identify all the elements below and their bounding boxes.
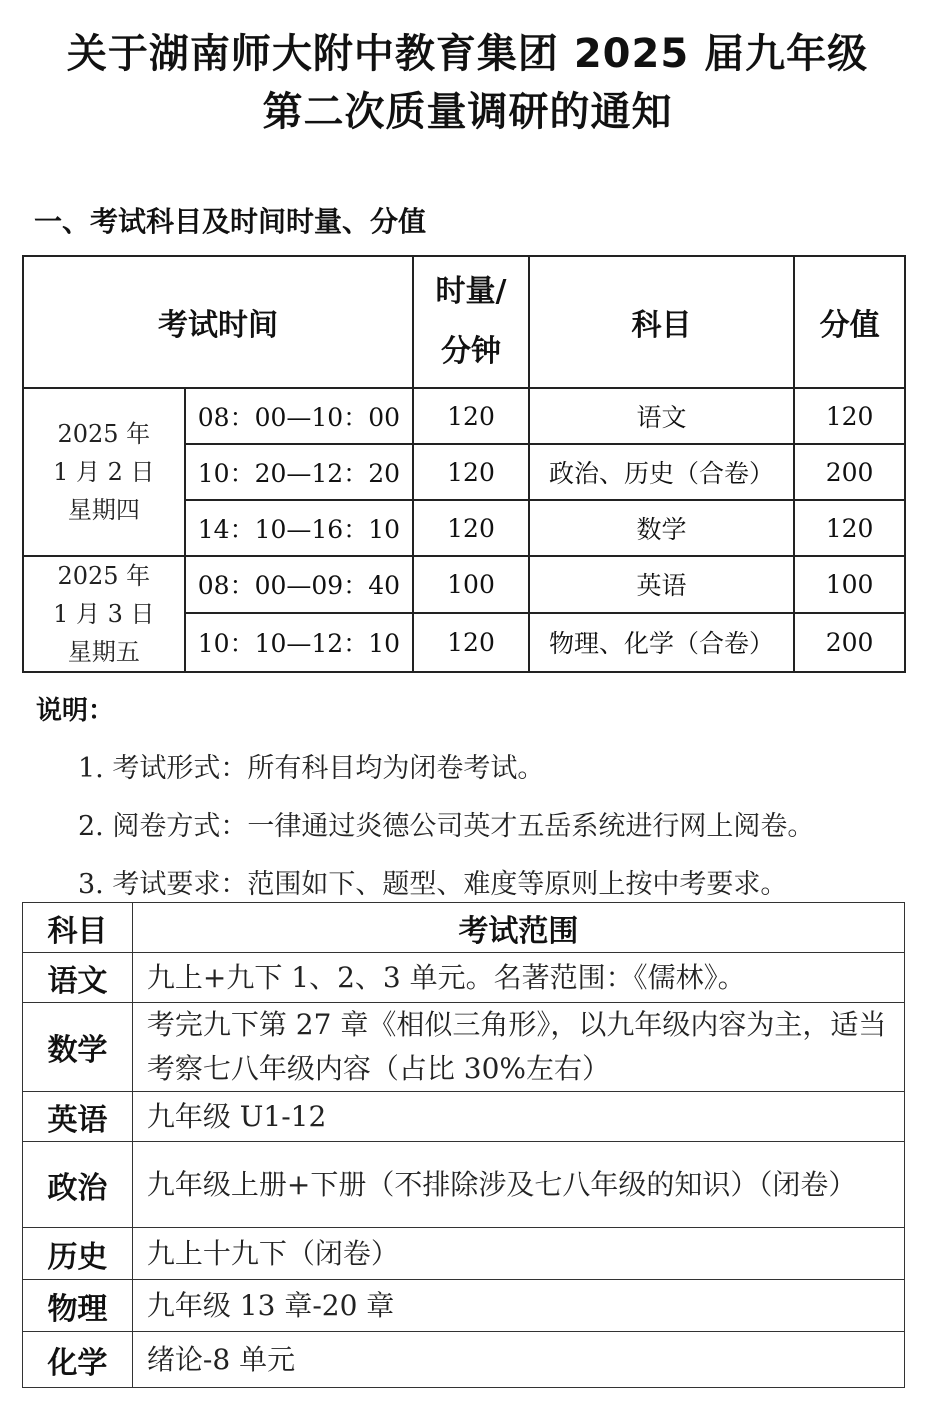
duration-cell: 100 <box>413 556 529 613</box>
subject-cell: 语文 <box>529 388 794 444</box>
subject-cell: 语文 <box>23 953 133 1003</box>
notes-heading: 说明： <box>36 696 115 726</box>
range-cell: 九上十九下（闭卷） <box>132 1228 904 1280</box>
header-range: 考试范围 <box>132 903 904 953</box>
header-exam-time: 考试时间 <box>23 256 413 388</box>
subject-cell: 物理、化学（合卷） <box>529 613 794 672</box>
time-cell: 14：10—16：10 <box>185 500 413 556</box>
range-cell: 九上+九下 1、2、3 单元。名著范围：《儒林》。 <box>132 953 904 1003</box>
subject-cell: 物理 <box>23 1280 133 1332</box>
table-row <box>23 1280 905 1332</box>
score-cell: 100 <box>794 556 905 613</box>
exam-scope-table <box>22 902 905 1388</box>
score-cell: 120 <box>794 388 905 444</box>
date-day: 1 月 2 日 <box>53 458 155 486</box>
range-cell: 绪论-8 单元 <box>132 1332 904 1388</box>
time-cell: 10：20—12：20 <box>185 444 413 500</box>
table-row <box>23 1092 905 1142</box>
table-row <box>23 953 905 1003</box>
date-year: 2025 年 <box>57 420 151 448</box>
subject-cell: 数学 <box>23 1003 133 1092</box>
subject-cell: 历史 <box>23 1228 133 1280</box>
table-row <box>23 1332 905 1388</box>
subject-cell: 英语 <box>529 556 794 613</box>
duration-cell: 120 <box>413 388 529 444</box>
note-item: 1. 考试形式：所有科目均为闭卷考试。 <box>78 753 545 784</box>
header-score: 分值 <box>794 256 905 388</box>
document-title-line2: 第二次质量调研的通知 <box>262 89 673 135</box>
time-cell: 08：00—09：40 <box>185 556 413 613</box>
date-weekday: 星期五 <box>67 638 140 666</box>
table-header-row <box>23 256 905 388</box>
date-day: 1 月 3 日 <box>53 600 155 628</box>
table-row <box>23 1003 905 1092</box>
date-weekday: 星期四 <box>67 496 140 524</box>
score-cell: 200 <box>794 444 905 500</box>
subject-cell: 政治 <box>23 1142 133 1228</box>
subject-cell: 英语 <box>23 1092 133 1142</box>
header-subject: 科目 <box>23 903 133 953</box>
duration-cell: 120 <box>413 444 529 500</box>
time-cell: 10：10—12：10 <box>185 613 413 672</box>
subject-cell: 政治、历史（合卷） <box>529 444 794 500</box>
subject-cell: 数学 <box>529 500 794 556</box>
header-duration <box>413 256 529 388</box>
note-item: 3. 考试要求：范围如下、题型、难度等原则上按中考要求。 <box>78 869 788 900</box>
table-row <box>23 1142 905 1228</box>
table-row <box>23 1228 905 1280</box>
exam-date-cell <box>23 388 185 556</box>
subject-cell: 化学 <box>23 1332 133 1388</box>
date-year: 2025 年 <box>57 562 151 590</box>
range-cell: 考完九下第 27 章《相似三角形》，以九年级内容为主，适当考察七八年级内容（占比 30%左右） <box>132 1003 904 1092</box>
header-duration-line1: 时量/ <box>435 274 507 309</box>
duration-cell: 120 <box>413 500 529 556</box>
time-cell: 08：00—10：00 <box>185 388 413 444</box>
document-title-line1: 关于湖南师大附中教育集团 2025 届九年级 <box>66 31 869 77</box>
score-cell: 200 <box>794 613 905 672</box>
range-cell: 九年级 13 章-20 章 <box>132 1280 904 1332</box>
range-cell: 九年级 U1-12 <box>132 1092 904 1142</box>
duration-cell: 120 <box>413 613 529 672</box>
table-row <box>23 388 905 444</box>
header-subject: 科目 <box>529 256 794 388</box>
header-duration-line2: 分钟 <box>441 334 501 369</box>
note-item: 2. 阅卷方式：一律通过炎德公司英才五岳系统进行网上阅卷。 <box>78 811 815 842</box>
exam-schedule-table <box>22 255 906 673</box>
section-heading: 一、考试科目及时间时量、分值 <box>34 205 427 238</box>
exam-date-cell <box>23 556 185 672</box>
score-cell: 120 <box>794 500 905 556</box>
table-header-row <box>23 903 905 953</box>
range-cell: 九年级上册+下册（不排除涉及七八年级的知识）（闭卷） <box>132 1142 904 1228</box>
table-row <box>23 556 905 613</box>
